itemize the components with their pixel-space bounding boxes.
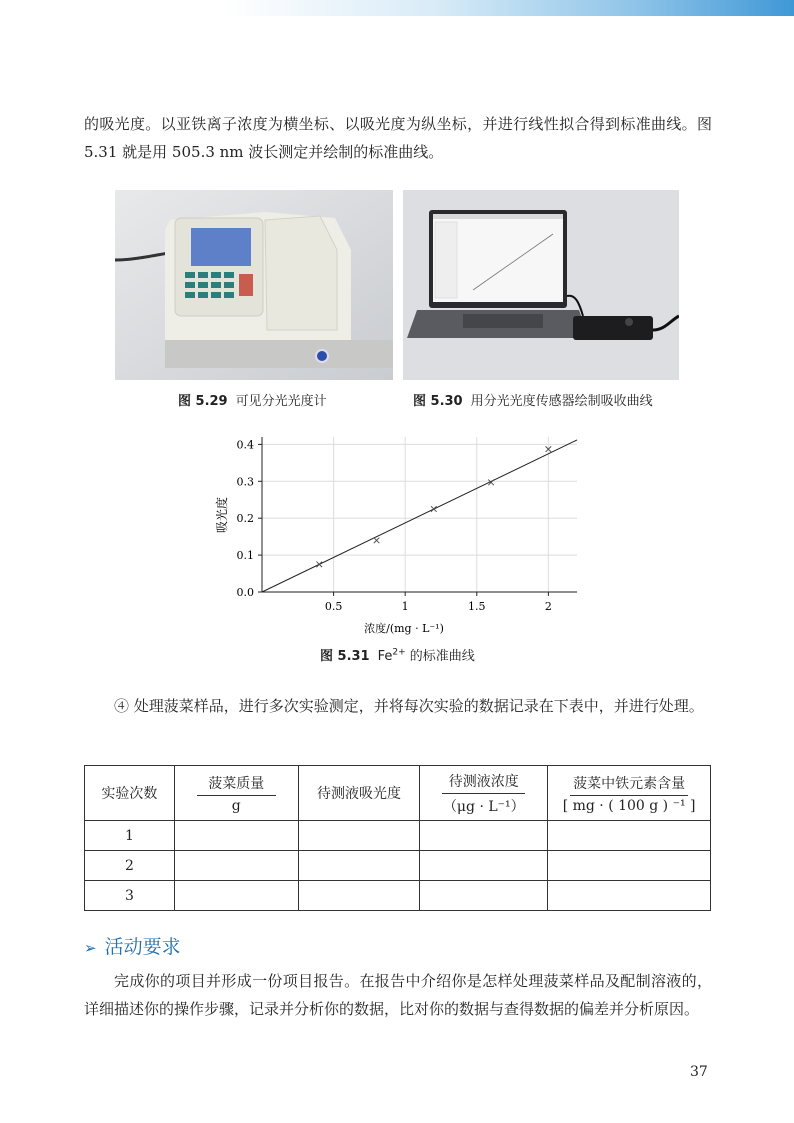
y-axis-label: 吸光度 bbox=[215, 496, 229, 534]
header-trial: 实验次数 bbox=[85, 766, 175, 821]
figure-5-30-caption bbox=[413, 390, 653, 409]
page-number: 37 bbox=[690, 1064, 708, 1080]
x-tick-label: 1.5 bbox=[468, 600, 486, 613]
table-header-row bbox=[85, 766, 711, 821]
data-table bbox=[84, 765, 711, 911]
header-spinach-mass-unit: g bbox=[231, 797, 241, 814]
requirement-paragraph: 完成你的项目并形成一份项目报告。在报告中介绍你是怎样处理菠菜样品及配制溶液的，详细描述你的操作步骤，记录并分析你的数据，比对你的数据与查得数据的偏差并分析原因。 bbox=[84, 972, 712, 1018]
x-tick-label: 1 bbox=[401, 600, 409, 613]
y-tick-label: 0.3 bbox=[236, 475, 254, 489]
trial-number: 2 bbox=[85, 851, 175, 881]
y-tick-label: 0.0 bbox=[236, 586, 254, 599]
table-row bbox=[85, 821, 711, 851]
header-absorbance: 待测液吸光度 bbox=[298, 766, 420, 821]
figure-5-29-text: 可见分光光度计 bbox=[235, 394, 327, 409]
y-tick-label: 0.1 bbox=[236, 549, 254, 563]
chart-ticks bbox=[237, 438, 552, 613]
mass-cell bbox=[174, 821, 298, 851]
figure-5-31-number: 图 5.31 bbox=[320, 649, 370, 664]
y-tick-label: 0.2 bbox=[236, 512, 254, 526]
figure-5-31-caption bbox=[320, 645, 475, 664]
figure-5-31-prefix: Fe bbox=[377, 649, 393, 664]
y-tick-label: 0.4 bbox=[236, 438, 254, 452]
spectrophotometer-illustration bbox=[115, 190, 393, 380]
x-tick-label: 0.5 bbox=[324, 600, 343, 613]
header-iron-content-label: 菠菜中铁元素含量 bbox=[570, 773, 688, 796]
header-iron-content bbox=[548, 766, 711, 821]
fit-line bbox=[262, 440, 577, 592]
trial-number: 3 bbox=[85, 881, 175, 911]
table-row bbox=[85, 881, 711, 911]
standard-curve-chart bbox=[0, 425, 794, 645]
data-point bbox=[316, 562, 322, 568]
figure-5-30-number: 图 5.30 bbox=[413, 394, 463, 409]
header-spinach-mass bbox=[174, 766, 298, 821]
x-tick-label: 2 bbox=[544, 600, 552, 613]
section-title: 活动要求 bbox=[104, 936, 181, 958]
figure-5-31-sup: 2+ bbox=[392, 647, 406, 658]
laptop-sensor-photo bbox=[403, 190, 679, 380]
figure-5-29-number: 图 5.29 bbox=[178, 394, 228, 409]
header-concentration bbox=[420, 766, 548, 821]
mass-cell bbox=[174, 881, 298, 911]
intro-paragraph: 的吸光度。以亚铁离子浓度为横坐标、以吸光度为纵坐标，并进行线性拟合得到标准曲线。图 5.31 就是用 505.3 nm 波长测定并绘制的标准曲线。 bbox=[84, 115, 712, 161]
data-point bbox=[431, 506, 437, 512]
absorbance-cell bbox=[298, 881, 420, 911]
concentration-cell bbox=[420, 851, 548, 881]
figure-5-29-caption bbox=[178, 390, 327, 409]
header-concentration-label: 待测液浓度 bbox=[442, 771, 525, 794]
iron-content-cell bbox=[548, 821, 711, 851]
spectrophotometer-photo bbox=[115, 190, 393, 380]
concentration-cell bbox=[420, 821, 548, 851]
header-spinach-mass-label: 菠菜质量 bbox=[197, 773, 276, 796]
laptop-sensor-illustration bbox=[403, 190, 679, 380]
absorbance-cell bbox=[298, 821, 420, 851]
header-concentration-unit: （μg · L⁻¹） bbox=[442, 798, 525, 815]
figure-5-30-text: 用分光光度传感器绘制吸收曲线 bbox=[470, 394, 653, 409]
header-iron-content-unit: [ mg · ( 100 g ) ⁻¹ ] bbox=[562, 797, 696, 814]
figure-5-31-suffix: 的标准曲线 bbox=[405, 649, 475, 664]
step-paragraph: ④ 处理菠菜样品，进行多次实验测定，并将每次实验的数据记录在下表中，并进行处理。 bbox=[114, 697, 704, 715]
data-point bbox=[374, 538, 380, 544]
absorbance-cell bbox=[298, 851, 420, 881]
iron-content-cell bbox=[548, 851, 711, 881]
mass-cell bbox=[174, 851, 298, 881]
x-axis-label: 浓度/(mg · L⁻¹) bbox=[364, 622, 444, 635]
trial-number: 1 bbox=[85, 821, 175, 851]
concentration-cell bbox=[420, 881, 548, 911]
iron-content-cell bbox=[548, 881, 711, 911]
section-marker-icon: ➢ bbox=[84, 939, 97, 957]
header-decoration-bar bbox=[0, 0, 794, 16]
table-row bbox=[85, 851, 711, 881]
section-heading bbox=[84, 932, 181, 959]
